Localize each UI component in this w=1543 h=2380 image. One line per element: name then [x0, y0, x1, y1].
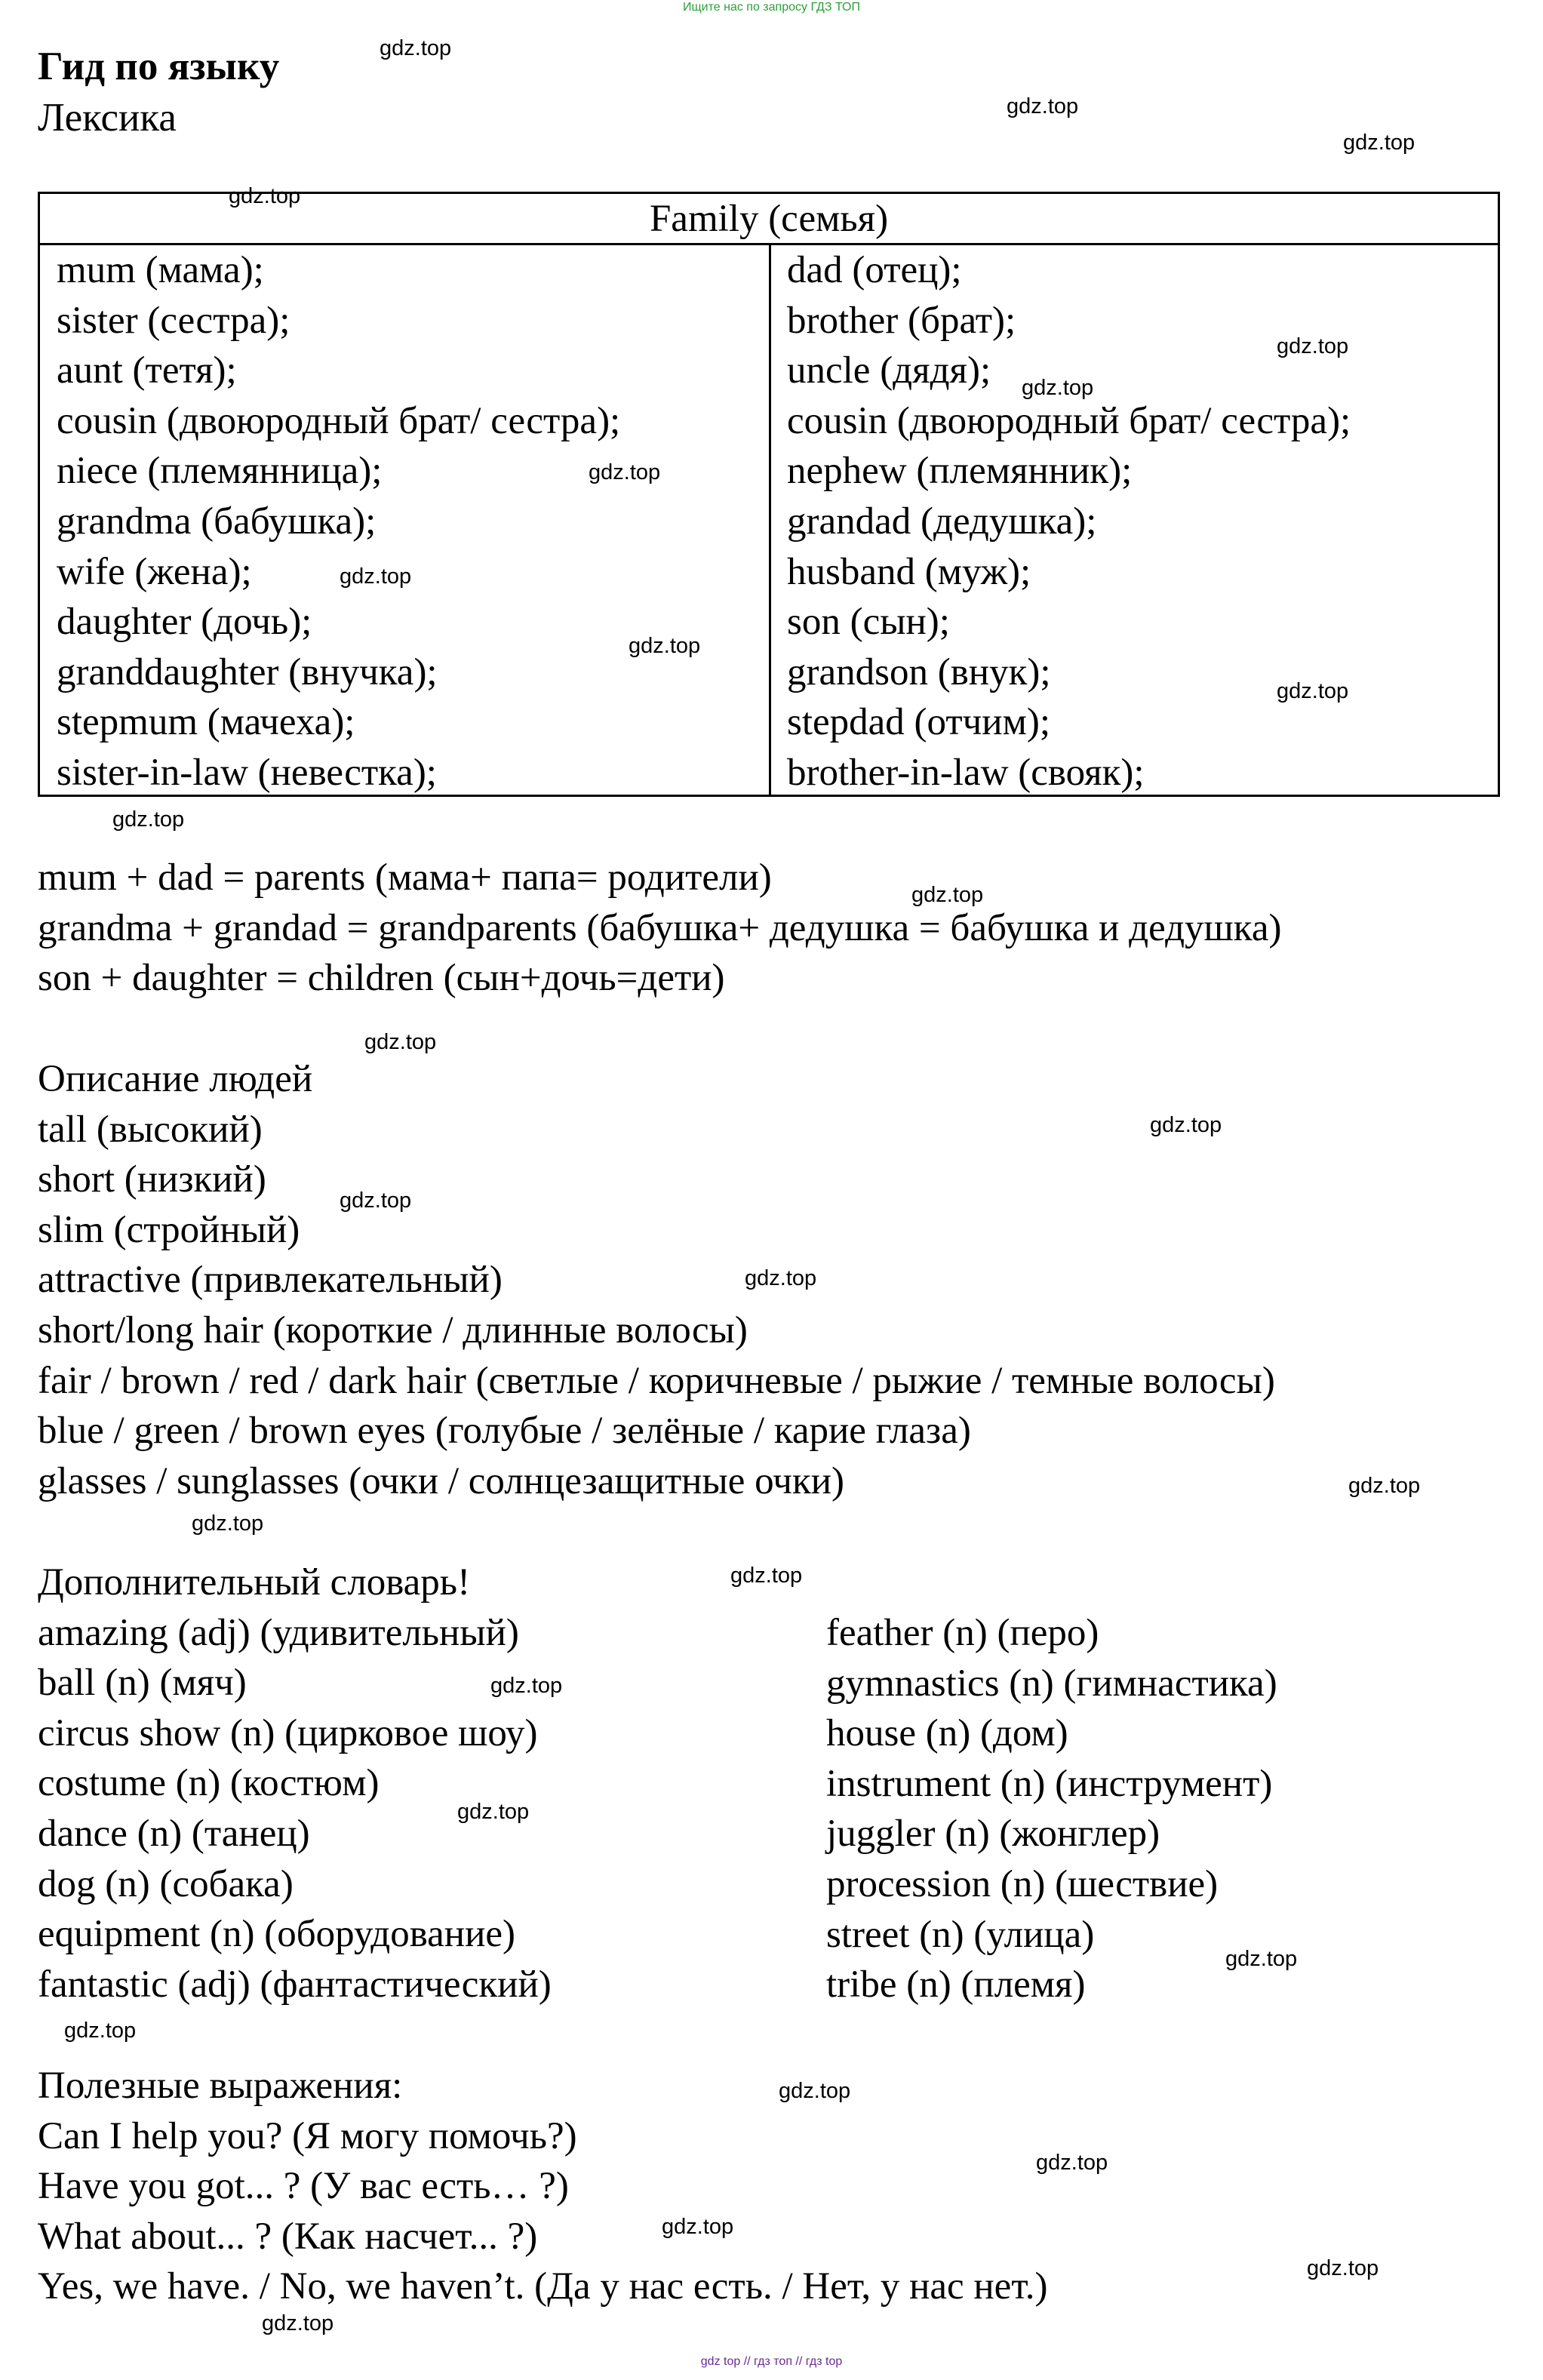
watermark: gdz.top: [340, 564, 412, 589]
useful-phrases: [38, 2061, 1048, 2312]
list-item: attractive (привлекательный): [38, 1259, 503, 1302]
family-entry: daughter (дочь);: [57, 601, 312, 644]
watermark: gdz.top: [490, 1674, 563, 1698]
family-entry: brother (брат);: [787, 299, 1016, 342]
column-divider: [769, 245, 771, 797]
watermark: gdz.top: [1277, 334, 1349, 358]
list-item: circus show (n) (цирковое шоу): [38, 1711, 538, 1754]
watermark: gdz.top: [629, 634, 701, 658]
equation-line: son + daughter = children (сын+дочь=дети): [38, 957, 725, 1000]
list-item: fair / brown / red / dark hair (светлые / коричневые / рыжие / темные волосы): [38, 1359, 1275, 1402]
watermark: gdz.top: [911, 883, 984, 907]
list-item: dance (n) (танец): [38, 1812, 310, 1855]
watermark: gdz.top: [1150, 1113, 1222, 1137]
watermark: gdz.top: [364, 1030, 437, 1054]
family-entry: dad (отец);: [787, 249, 962, 291]
family-entry: husband (муж);: [787, 550, 1031, 593]
list-item: juggler (n) (жонглер): [826, 1813, 1160, 1856]
family-entry: aunt (тетя);: [57, 349, 237, 392]
family-entry: grandson (внук);: [787, 650, 1051, 693]
family-left-column: [57, 245, 620, 798]
list-item: tall (высокий): [38, 1108, 263, 1151]
list-item: street (n) (улица): [826, 1913, 1095, 1956]
watermark: gdz.top: [1225, 1947, 1298, 1971]
family-table: [38, 192, 1500, 797]
watermark: gdz.top: [457, 1800, 530, 1824]
watermark: gdz.top: [662, 2215, 734, 2239]
list-item: blue / green / brown eyes (голубые / зелёные / карие глаза): [38, 1410, 971, 1453]
list-item: tribe (n) (племя): [826, 1963, 1086, 2006]
page-subtitle: Лексика: [38, 96, 177, 140]
list-item: equipment (n) (оборудование): [38, 1913, 515, 1956]
watermark: gdz.top: [262, 2311, 334, 2335]
list-item: gymnastics (n) (гимнастика): [826, 1662, 1277, 1705]
watermark: gdz.top: [192, 1511, 264, 1536]
watermark: gdz.top: [112, 807, 185, 832]
list-item: Have you got... ? (У вас есть… ?): [38, 2165, 569, 2208]
family-entry: niece (племянница);: [57, 450, 383, 493]
watermark: gdz.top: [1007, 94, 1079, 118]
family-entry: cousin (двоюродный брат/ сестра);: [787, 399, 1351, 442]
equation-line: mum + dad = parents (мама+ папа= родители): [38, 856, 772, 899]
family-entry: cousin (двоюродный брат/ сестра);: [57, 399, 621, 442]
watermark: gdz.top: [1348, 1474, 1421, 1498]
family-entry: granddaughter (внучка);: [57, 650, 438, 693]
list-item: instrument (n) (инструмент): [826, 1762, 1273, 1805]
list-item: short (низкий): [38, 1158, 266, 1201]
family-table-header: Family (семья): [40, 194, 1498, 245]
page-title: Гид по языку: [38, 45, 280, 88]
list-item: feather (n) (перо): [826, 1612, 1099, 1654]
list-item: Can I help you? (Я могу помочь?): [38, 2114, 577, 2157]
extra-vocab-right: [826, 1608, 1277, 2010]
list-item: costume (n) (костюм): [38, 1762, 380, 1805]
family-entry: nephew (племянник);: [787, 450, 1133, 493]
list-item: slim (стройный): [38, 1208, 300, 1251]
list-item: Yes, we have. / No, we haven’t. (Да у нас есть. / Нет, у нас нет.): [38, 2265, 1048, 2308]
watermark: gdz.top: [745, 1266, 817, 1290]
watermark: gdz.top: [1277, 679, 1349, 703]
family-entry: sister (сестра);: [57, 299, 290, 342]
family-entry: grandad (дедушка);: [787, 500, 1097, 543]
family-entry: son (сын);: [787, 601, 950, 644]
family-equations: [38, 853, 1281, 1004]
family-entry: stepdad (отчим);: [787, 701, 1051, 744]
watermark: gdz.top: [1022, 376, 1094, 400]
list-item: house (n) (дом): [826, 1712, 1068, 1755]
family-entry: sister-in-law (невестка);: [57, 751, 437, 794]
section-heading: Описание людей: [38, 1058, 313, 1100]
list-item: ball (n) (мяч): [38, 1662, 247, 1705]
section-heading: Полезные выражения:: [38, 2065, 403, 2107]
list-item: glasses / sunglasses (очки / солнцезащитные очки): [38, 1459, 845, 1502]
watermark: gdz.top: [730, 1564, 803, 1588]
list-item: dog (n) (собака): [38, 1862, 294, 1905]
list-item: procession (n) (шествие): [826, 1862, 1219, 1905]
list-item: What about... ? (Как насчет... ?): [38, 2215, 538, 2258]
family-entry: grandma (бабушка);: [57, 500, 377, 543]
list-item: short/long hair (короткие / длинные волосы): [38, 1308, 748, 1351]
family-entry: stepmum (мачеха);: [57, 701, 355, 744]
watermark: gdz.top: [340, 1188, 412, 1213]
section-heading: Дополнительный словарь!: [38, 1561, 471, 1604]
family-entry: brother-in-law (свояк);: [787, 751, 1145, 794]
equation-line: grandma + grandad = grandparents (бабушка+ дедушка = бабушка и дедушка): [38, 906, 1282, 949]
watermark: gdz.top: [380, 36, 452, 60]
family-entry: mum (мама);: [57, 249, 264, 291]
list-item: amazing (adj) (удивительный): [38, 1611, 519, 1654]
watermark: gdz.top: [64, 2019, 137, 2043]
family-right-column: [787, 245, 1351, 798]
watermark: gdz.top: [1307, 2256, 1379, 2280]
watermark: gdz.top: [779, 2079, 851, 2103]
people-description: [38, 1054, 1275, 1506]
family-entry: uncle (дядя);: [787, 349, 991, 392]
family-entry: wife (жена);: [57, 550, 252, 593]
list-item: fantastic (adj) (фантастический): [38, 1963, 552, 2006]
footer: gdz top // гдз топ // гдз top: [700, 2355, 843, 2368]
watermark: gdz.top: [589, 460, 661, 484]
watermark: gdz.top: [1036, 2151, 1108, 2175]
watermark: gdz.top: [1343, 131, 1415, 155]
top-banner: Ищите нас по запросу ГДЗ ТОП: [683, 1, 860, 14]
watermark: gdz.top: [229, 184, 301, 208]
extra-vocab-left: [38, 1557, 552, 2009]
